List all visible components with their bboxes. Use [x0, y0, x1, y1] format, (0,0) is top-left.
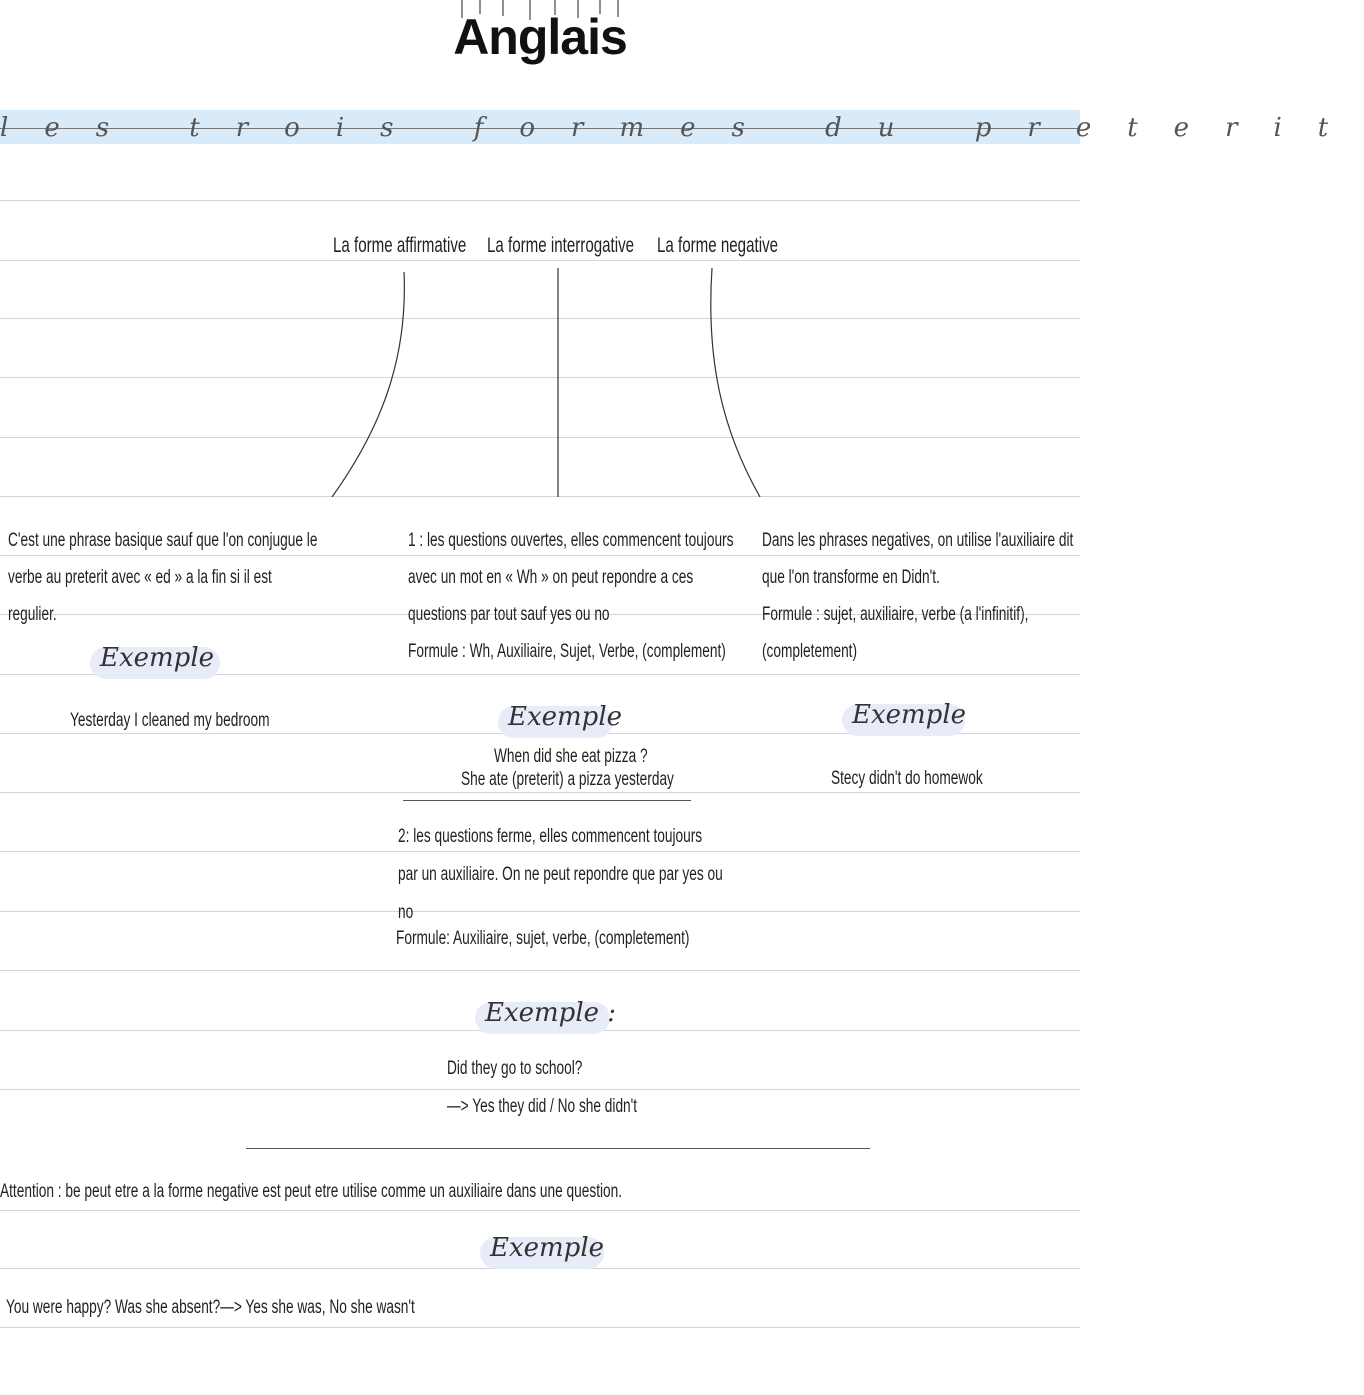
- affirmative-line-2: verbe au preterit avec « ed » a la fin si il est: [8, 567, 272, 588]
- negative-example-label: [842, 700, 967, 736]
- example-label-text: Exemple: [100, 643, 215, 673]
- interrogative-q1-example-1: When did she eat pizza ?: [494, 746, 648, 767]
- example-label-text: Exemple: [508, 702, 623, 732]
- interrogative-q1-line-3: questions par tout sauf yes ou no: [408, 604, 610, 625]
- negative-formula: Formule : sujet, auxiliaire, verbe (a l'infinitif),: [762, 604, 1029, 625]
- branch-label-negative: La forme negative: [657, 234, 779, 257]
- interrogative-q2-line-3: no: [398, 902, 414, 923]
- interrogative-q2-formula: Formule: Auxiliaire, sujet, verbe, (completement): [396, 928, 690, 949]
- negative-line-1: Dans les phrases negatives, on utilise l'auxiliaire dit: [762, 530, 1074, 551]
- interrogative-q1-line-1: 1 : les questions ouvertes, elles commencent toujours: [408, 530, 734, 551]
- interrogative-q2-example-2: —> Yes they did / No she didn't: [447, 1096, 638, 1117]
- attention-example-label: [480, 1233, 605, 1269]
- page-title: Anglais: [453, 9, 627, 65]
- interrogative-q2-line-1: 2: les questions ferme, elles commencent toujours: [398, 826, 703, 847]
- affirmative-line-1: C'est une phrase basique sauf que l'on conjugue le: [8, 530, 318, 551]
- interrogative-q2-line-2: par un auxiliaire. On ne peut repondre que par yes ou: [398, 864, 723, 885]
- interrogative-example2-label: [475, 998, 617, 1034]
- interrogative-q1-line-2: avec un mot en « Wh » on peut repondre a ces: [408, 567, 694, 588]
- attention-note: Attention : be peut etre a la forme negative est peut etre utilise comme un auxiliaire dans une question.: [0, 1181, 623, 1202]
- example-label-text: Exemple :: [485, 998, 617, 1028]
- divider: [403, 800, 691, 801]
- example-label-text: Exemple: [490, 1233, 605, 1263]
- interrogative-q1-example-2: She ate (preterit) a pizza yesterday: [461, 769, 674, 790]
- attention-example: You were happy? Was she absent?—> Yes she was, No she wasn't: [6, 1297, 415, 1318]
- branch-label-interrogative: La forme interrogative: [487, 234, 635, 257]
- branch-lines: [0, 0, 1364, 520]
- branch-label-affirmative: La forme affirmative: [333, 234, 467, 257]
- interrogative-q2-example-1: Did they go to school?: [447, 1058, 583, 1079]
- negative-line-2: que l'on transforme en Didn't.: [762, 567, 940, 588]
- affirmative-example-label: [90, 643, 220, 679]
- example-label-text: Exemple: [852, 700, 967, 730]
- negative-example: Stecy didn't do homewok: [831, 768, 983, 789]
- section-divider: [246, 1148, 870, 1149]
- banner-heading: les trois formes du preterit: [0, 113, 1364, 143]
- interrogative-q1-formula: Formule : Wh, Auxiliaire, Sujet, Verbe, (complement): [408, 641, 726, 662]
- affirmative-example: Yesterday I cleaned my bedroom: [70, 710, 270, 731]
- interrogative-example-label: [498, 702, 623, 738]
- negative-line-4: (completement): [762, 641, 858, 662]
- affirmative-line-3: regulier.: [8, 604, 57, 625]
